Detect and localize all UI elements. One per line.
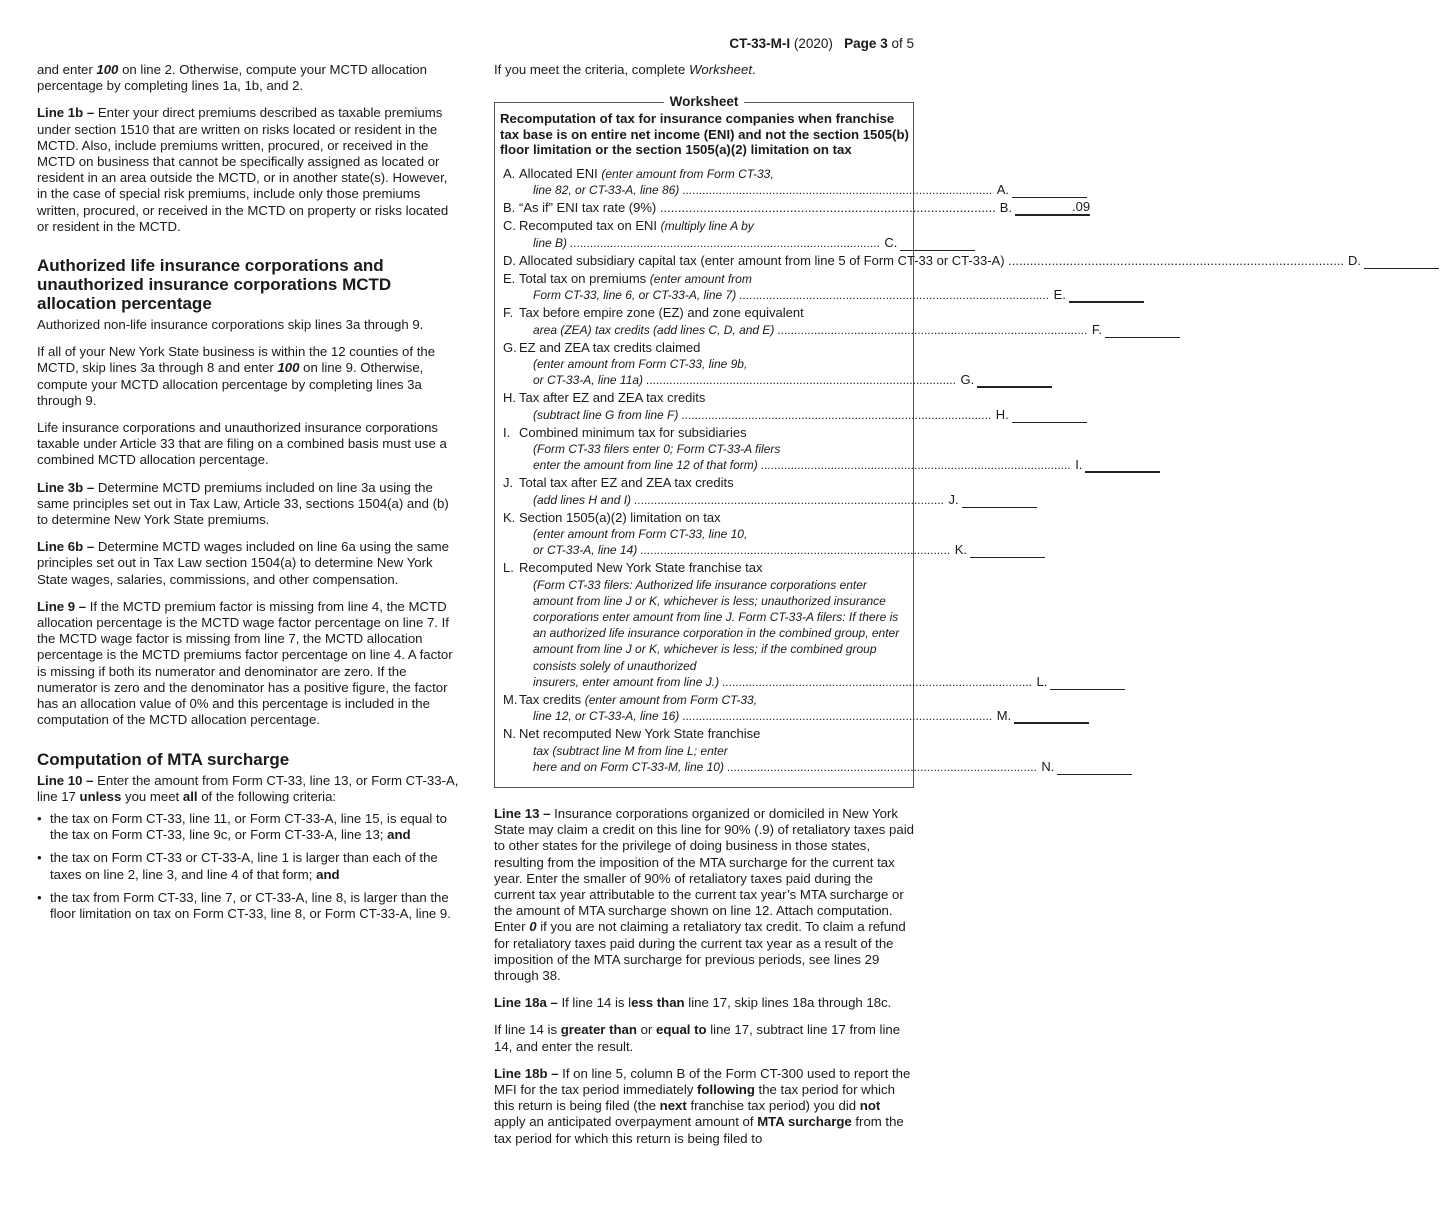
worksheet-line-letter: J.	[503, 475, 514, 491]
worksheet-line-text: Recomputed New York State franchise tax	[519, 560, 763, 576]
worksheet-line-note: (Form CT-33 filers enter 0; Form CT-33-A filers	[533, 441, 781, 456]
worksheet-line-letter: M.	[503, 692, 518, 707]
worksheet-line	[500, 252, 1362, 269]
worksheet-line-note: (enter amount from	[649, 271, 752, 286]
line-9-paragraph: Line 9 – If the MCTD premium factor is missing from line 4, the MCTD allocation percentage is the MCTD wage factor percentage on line 7. If the MCTD wage factor is missing from line 7, the MCTD allocation percentage is the MCTD premiums factor percentage on line 4. A factor is missing if both its numerator and denominator are zero. If the numerator is zero and the denominator has a positive figure, the factor has an allocation value of 0% and this percentage is included in the computation of the MCTD allocation percentage.	[37, 598, 453, 728]
worksheet-line-end-letter: E.	[1053, 287, 1066, 303]
worksheet-line-note: (enter amount from Form CT-33,	[601, 166, 774, 181]
nonlife-paragraph: Authorized non-life insurance corporations skip lines 3a through 9.	[37, 317, 424, 333]
worksheet-line-text: Recomputed tax on ENI	[519, 218, 661, 234]
amount-entry-line[interactable]	[1069, 287, 1144, 303]
worksheet-line-letter: G.	[503, 339, 517, 355]
worksheet-line-text: Tax before empire zone (EZ) and zone equivalent	[519, 305, 804, 321]
line-3b-paragraph: Line 3b – Determine MCTD premiums included on line 3a using the same principles set out in Tax Law, Article 33, sections 1504(a) and (b) to determine New York State premiums.	[37, 479, 449, 528]
worksheet-line	[500, 199, 1091, 216]
form-number: CT-33-M-I	[729, 36, 791, 51]
worksheet-line-end-letter: B.	[999, 200, 1013, 216]
combined-paragraph: Life insurance corporations and unauthorized insurance corporations taxable under Article 33 that are filing on a combined basis must use a combined MCTD allocation percentage.	[37, 420, 447, 468]
worksheet-line	[500, 560, 1048, 690]
worksheet-line-final-text: enter the amount from line 12 of that form) .....	[519, 457, 1071, 473]
line-6b-paragraph: Line 6b – Determine MCTD wages included on line 6a using the same principles set out in Tax Law section 1504(a) to determine New York State wages, salaries, commissions, and other compensation.	[37, 539, 449, 587]
amount-entry-line[interactable]	[1012, 408, 1087, 423]
line-18a-paragraph: Line 18a – If line 14 is less than line 17, skip lines 18a through 18c.	[494, 995, 892, 1011]
list-item: • the tax on Form CT-33, line 11, or Form CT-33-A, line 15, is equal to the tax on Form CT-33, line 9c, or Form CT-33-A, line 13; and	[37, 811, 460, 843]
amount-entry-line[interactable]	[970, 543, 1045, 558]
amount-entry-line[interactable]	[1050, 675, 1125, 690]
amount-entry-line[interactable]	[1057, 760, 1132, 775]
worksheet-line	[500, 270, 1066, 303]
worksheet-line-text: Combined minimum tax for subsidiaries	[519, 424, 747, 440]
page-number: Page 3	[844, 36, 888, 51]
amount-entry-line[interactable]	[962, 493, 1037, 508]
list-item: • the tax from Form CT-33, line 7, or CT-33-A, line 8, is larger than the floor limitation on tax on Form CT-33, line 8, or Form CT-33-A, line 9.	[37, 890, 460, 922]
worksheet-line	[500, 424, 1083, 474]
worksheet-line-final-text: or CT-33-A, line 11a) .....	[519, 372, 956, 388]
line-18b-paragraph: Line 18b – If on line 5, column B of the Form CT-300 used to report the MFI for the tax period immediately following the tax period for which this return is being filed (the next franchise tax period) you did not apply an anticipated overpayment amount of MTA surcharge from the tax period for which this return is being filed to	[494, 1065, 911, 1146]
worksheet-line-note: tax (subtract line M from line L; enter	[533, 743, 728, 758]
right-column	[494, 62, 1362, 1158]
worksheet-line	[500, 692, 1012, 724]
worksheet-line-end-letter: N.	[1041, 758, 1055, 774]
worksheet-line-final-text: “As if” ENI tax rate (9%) .....	[519, 200, 996, 216]
worksheet-line-letter: E.	[503, 270, 516, 286]
worksheet-line-letter: B.	[503, 200, 516, 216]
worksheet-line	[500, 509, 967, 559]
left-column	[37, 62, 460, 929]
worksheet-line	[500, 218, 909, 250]
worksheet-line	[500, 339, 975, 389]
intro-paragraph: and enter 100 on line 2. Otherwise, compute your MCTD allocation percentage by completing lines 1a, 1b, and 2.	[37, 62, 427, 94]
page-total: of 5	[891, 36, 914, 51]
worksheet-line-text: Allocated ENI	[519, 165, 602, 181]
worksheet-line	[500, 390, 1009, 422]
line-10-paragraph: Line 10 – Enter the amount from Form CT-33, line 13, or Form CT-33-A, line 17 unless you meet all of the following criteria:	[37, 772, 459, 804]
worksheet-line-final-text: line 82, or CT-33-A, line 86) .....	[519, 182, 993, 198]
worksheet-line-end-letter: L.	[1036, 673, 1048, 689]
worksheet-line	[500, 726, 1055, 775]
list-item: • the tax on Form CT-33 or CT-33-A, line 1 is larger than each of the taxes on line 2, line 3, and line 4 of that form; and	[37, 850, 460, 882]
amount-entry-line[interactable]	[1105, 323, 1180, 338]
worksheet-line-letter: L.	[503, 560, 514, 576]
worksheet-line-text: Tax after EZ and ZEA tax credits	[519, 390, 706, 406]
worksheet-line-note: (enter amount from Form CT-33, line 10,	[533, 526, 748, 541]
worksheet-line-letter: D.	[503, 252, 516, 268]
worksheet-line-letter: K.	[503, 509, 516, 525]
worksheet-box	[494, 94, 1362, 788]
worksheet-line-final-text: line 12, or CT-33-A, line 16) .....	[519, 708, 993, 724]
worksheet-line-letter: A.	[503, 165, 516, 181]
worksheet-line-final-text: insurers, enter amount from line J.) .....	[519, 674, 1032, 690]
worksheet-line-final-text: or CT-33-A, line 14) .....	[519, 542, 951, 558]
worksheet-line-text: Section 1505(a)(2) limitation on tax	[519, 509, 721, 525]
line-13-paragraph: Line 13 – Insurance corporations organized or domiciled in New York State may claim a credit on this line for 90% (.9) of retaliatory taxes paid to other states for the privilege of doing business in those states, resulting from the imposition of the MTA surcharge for the current tax year. Enter the smaller of 90% of retaliatory taxes paid during the current tax year attributable to the current tax year’s MTA surcharge or the amount of MTA surcharge shown on line 12. Attach computation. Enter 0 if you are not claiming a retaliatory tax credit. To claim a refund for retaliatory taxes paid during the current tax year as a result of the imposition of the MTA surcharge for previous periods, see lines 29 through 38.	[494, 806, 914, 984]
section-heading-mta-surcharge: Computation of MTA surcharge	[37, 749, 290, 769]
worksheet-line-end-letter: D.	[1348, 252, 1362, 268]
line-1b-paragraph: Line 1b – Enter your direct premiums described as taxable premiums under section 1510 that are written on risks located or resident in the MCTD. Also, include premiums written, procured, or received in the MCTD on business that cannot be specifically assigned as located or resident in an area outside the MCTD, or in another state(s). However, in the case of special risk premiums, include only those premiums written, procured, or received in the MCTD on property or risks located or resident in the MCTD.	[37, 105, 449, 234]
page-header	[729, 36, 914, 51]
amount-entry-line[interactable]	[1364, 254, 1439, 269]
worksheet-line-end-letter: C.	[884, 234, 898, 250]
worksheet-line-note: (enter amount from Form CT-33,	[584, 693, 758, 707]
worksheet-line-letter: H.	[503, 390, 516, 406]
amount-entry-line[interactable]	[1012, 183, 1087, 198]
worksheet-line-text: Total tax on premiums	[519, 270, 650, 286]
worksheet-line-final-text: (subtract line G from line F) .....	[519, 407, 992, 423]
worksheet-lines	[500, 165, 1362, 775]
amount-entry-line[interactable]	[1085, 457, 1160, 473]
worksheet-line	[500, 475, 959, 507]
worksheet-line-final-text: area (ZEA) tax credits (add lines C, D, and E) .....	[519, 322, 1088, 338]
worksheet-line-final-text: (add lines H and I) .....	[519, 492, 944, 508]
form-year: (2020)	[793, 36, 833, 51]
worksheet-line-final-text: line B) .....	[519, 235, 880, 251]
amount-entry-line[interactable]	[1014, 708, 1089, 724]
amount-entry-line[interactable]	[977, 372, 1052, 388]
worksheet-line-final-text: Allocated subsidiary capital tax (enter amount from line 5 of Form CT-33 or CT-33-A) .....	[519, 253, 1344, 269]
worksheet-line-letter: N.	[503, 726, 516, 742]
line-18-greater-paragraph: If line 14 is greater than or equal to line 17, subtract line 17 from line 14, and enter the result.	[494, 1022, 901, 1054]
worksheet-line-letter: C.	[503, 218, 516, 234]
worksheet-heading: Recomputation of tax for insurance companies when franchise tax base is on entire net income (ENI) and not the section 1505(b) floor limitation or the section 1505(a)(2) limitation on tax	[500, 111, 909, 158]
worksheet-line-note: (multiply line A by	[660, 219, 754, 234]
worksheet-line-end-letter: H.	[995, 406, 1009, 422]
worksheet-line-text: Net recomputed New York State franchise	[519, 726, 761, 742]
worksheet-line-note: (Form CT-33 filers: Authorized life insurance corporations enter amount from line J or K, whichever is less; unauthorized insurance corporations enter amount from line J. Form CT-33-A filers: If there is an authorized life insurance corporation in the combined group, enter amount from line J or K, whichever is less; if the combined group consists solely of unauthorized	[533, 577, 900, 673]
amount-entry-line[interactable]: .09	[1015, 200, 1090, 216]
worksheet-line	[500, 165, 1009, 198]
worksheet-line-text: Total tax after EZ and ZEA tax credits	[519, 475, 734, 491]
section-heading-life-insurance: Authorized life insurance corporations and unauthorized insurance corporations MCTD allocation percentage	[37, 256, 392, 314]
worksheet-line	[500, 305, 1102, 337]
worksheet-line-end-letter: I.	[1075, 457, 1083, 473]
amount-entry-line[interactable]	[900, 236, 975, 251]
worksheet-line-letter: I.	[503, 424, 511, 440]
worksheet-line-note: (enter amount from Form CT-33, line 9b,	[533, 356, 748, 371]
worksheet-line-end-letter: A.	[996, 181, 1009, 197]
worksheet-line-end-letter: J.	[948, 491, 959, 507]
worksheet-line-end-letter: F.	[1091, 321, 1102, 337]
criteria-paragraph: If you meet the criteria, complete Worksheet.	[494, 62, 756, 77]
worksheet-title: Worksheet	[664, 94, 745, 109]
worksheet-line-letter: F.	[503, 305, 514, 321]
criteria-list	[37, 811, 460, 922]
worksheet-line-end-letter: G.	[960, 372, 975, 388]
worksheet-line-end-letter: M.	[996, 708, 1012, 724]
worksheet-line-final-text: Form CT-33, line 6, or CT-33-A, line 7) .....	[519, 287, 1050, 303]
counties-paragraph: If all of your New York State business is within the 12 counties of the MCTD, skip lines 3a through 8 and enter 100 on line 9. Otherwise, compute your MCTD allocation percentage by completing lines 3a through 9.	[37, 344, 436, 408]
worksheet-line-final-text: here and on Form CT-33-M, line 10) .....	[519, 759, 1037, 775]
worksheet-line-text: Tax credits	[519, 692, 585, 707]
worksheet-line-text: EZ and ZEA tax credits claimed	[519, 339, 701, 355]
worksheet-line-end-letter: K.	[954, 542, 967, 558]
